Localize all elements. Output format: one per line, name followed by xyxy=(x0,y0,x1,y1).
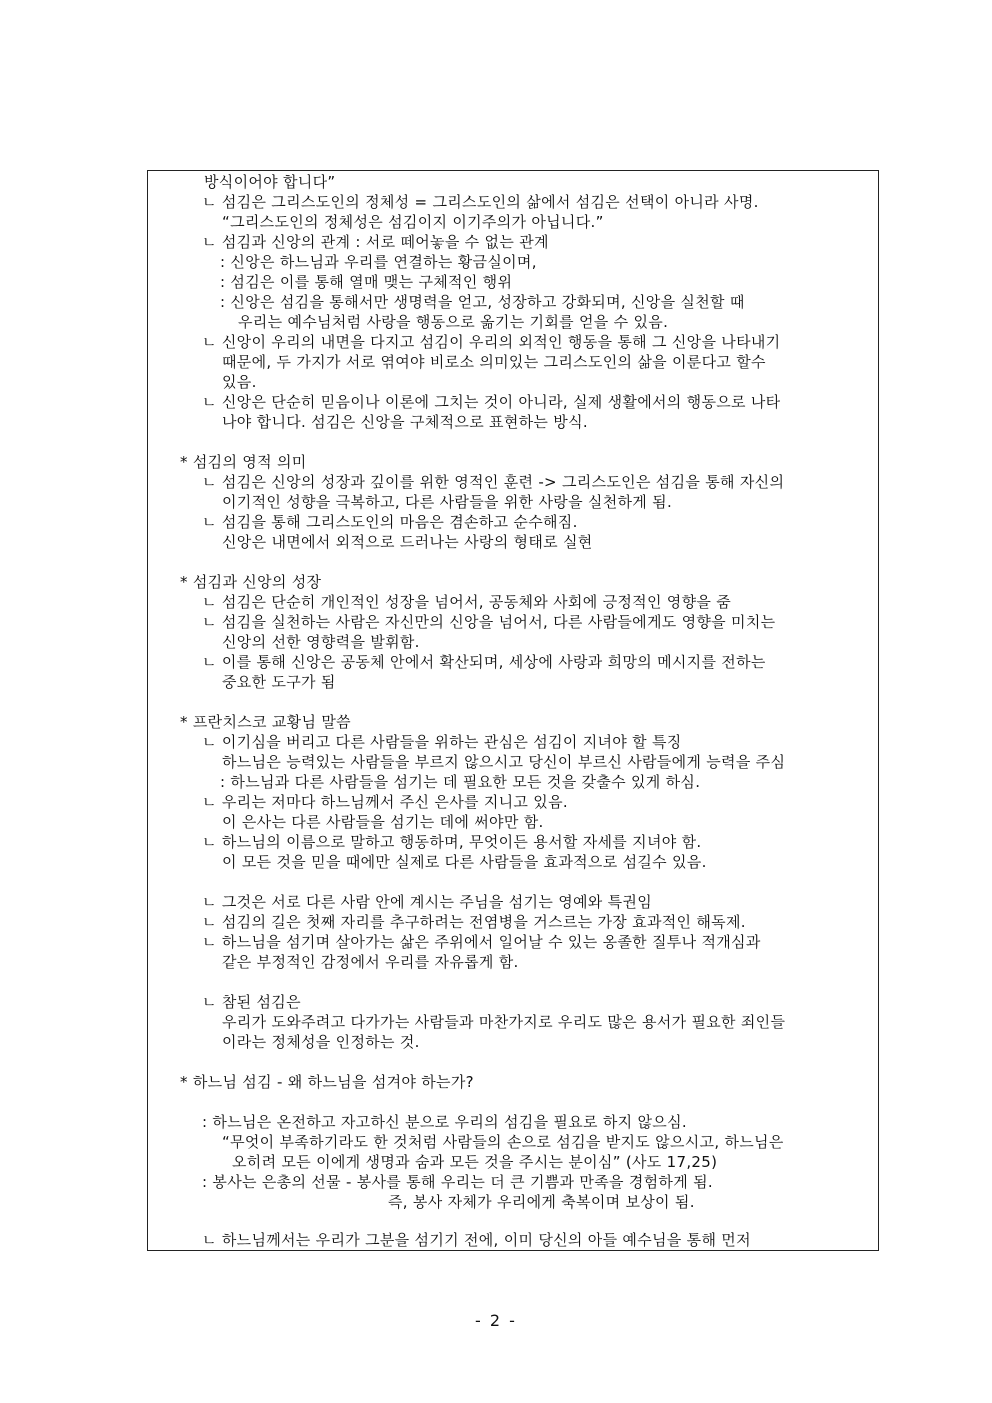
text-line: ㄴ 섬김의 길은 첫째 자리를 추구하려는 전염병을 거스르는 가장 효과적인 해독제. xyxy=(202,913,746,931)
text-line: “그리스도인의 정체성은 섬김이지 이기주의가 아닙니다.” xyxy=(222,213,604,231)
text-line: : 하느님은 온전하고 자고하신 분으로 우리의 섬김을 필요로 하지 않으심. xyxy=(202,1113,687,1131)
text-line: : 섬김은 이를 통해 열매 맺는 구체적인 행위 xyxy=(220,273,513,291)
text-line: 이 은사는 다른 사람들을 섬기는 데에 써야만 함. xyxy=(222,813,544,831)
text-line: 이라는 정체성을 인정하는 것. xyxy=(222,1033,420,1051)
text-line: ㄴ 신앙은 단순히 믿음이나 이론에 그치는 것이 아니라, 실제 생활에서의 행동으로 나타 xyxy=(202,393,781,411)
text-line: 신앙의 선한 영향력을 발휘함. xyxy=(222,633,420,651)
text-line: ㄴ 섬김은 단순히 개인적인 성장을 넘어서, 공동체와 사회에 긍정적인 영향을 줌 xyxy=(202,593,732,611)
section-heading: * 하느님 섬김 - 왜 하느님을 섬겨야 하는가? xyxy=(180,1073,474,1091)
text-line: ㄴ 섬김을 실천하는 사람은 자신만의 신앙을 넘어서, 다른 사람들에게도 영향을 미치는 xyxy=(202,613,776,631)
text-line: “무엇이 부족하기라도 한 것처럼 사람들의 손으로 섬김을 받지도 않으시고, 하느님은 xyxy=(222,1133,784,1151)
text-line: ㄴ 하느님께서는 우리가 그분을 섬기기 전에, 이미 당신의 아들 예수님을 통해 먼저 xyxy=(202,1231,751,1249)
section-heading: * 프란치스코 교황님 말씀 xyxy=(180,713,351,731)
text-line: 있음. xyxy=(222,373,257,391)
text-line: 이기적인 성향을 극복하고, 다른 사람들을 위한 사랑을 실천하게 됨. xyxy=(222,493,673,511)
text-line: : 봉사는 은총의 선물 - 봉사를 통해 우리는 더 큰 기쁨과 만족을 경험하게 됨. xyxy=(202,1173,713,1191)
text-line: 즉, 봉사 자체가 우리에게 축복이며 보상이 됨. xyxy=(388,1193,695,1211)
text-line: : 신앙은 하느님과 우리를 연결하는 황금실이며, xyxy=(220,253,537,271)
text-line: ㄴ 신앙이 우리의 내면을 다지고 섬김이 우리의 외적인 행동을 통해 그 신앙을 나타내기 xyxy=(202,333,781,351)
text-line: ㄴ 이기심을 버리고 다른 사람들을 위하는 관심은 섬김이 지녀야 할 특징 xyxy=(202,733,682,751)
text-line: 나야 합니다. 섬김은 신앙을 구체적으로 표현하는 방식. xyxy=(222,413,588,431)
text-line: 중요한 도구가 됨 xyxy=(222,673,336,691)
text-line: 신앙은 내면에서 외적으로 드러나는 사랑의 형태로 실현 xyxy=(222,533,593,551)
text-line: 우리는 예수님처럼 사랑을 행동으로 옮기는 기회를 얻을 수 있음. xyxy=(238,313,669,331)
section-heading: * 섬김의 영적 의미 xyxy=(180,453,307,471)
section-heading: * 섬김과 신앙의 성장 xyxy=(180,573,322,591)
text-line: ㄴ 섬김은 신앙의 성장과 깊이를 위한 영적인 훈련 -> 그리스도인은 섬김을 통해 자신의 xyxy=(202,473,785,491)
text-line: ㄴ 하느님을 섬기며 살아가는 삶은 주위에서 일어날 수 있는 옹졸한 질투나 적개심과 xyxy=(202,933,761,951)
text-line: ㄴ 그것은 서로 다른 사람 안에 계시는 주님을 섬기는 영예와 특권임 xyxy=(202,893,653,911)
content-box xyxy=(147,170,879,1251)
text-line: ㄴ 섬김과 신앙의 관계 : 서로 떼어놓을 수 없는 관계 xyxy=(202,233,549,251)
text-line: 오히려 모든 이에게 생명과 숨과 모든 것을 주시는 분이심” (사도 17,25) xyxy=(232,1153,718,1171)
text-line: ㄴ 하느님의 이름으로 말하고 행동하며, 무엇이든 용서할 자세를 지녀야 함. xyxy=(202,833,702,851)
text-line: ㄴ 우리는 저마다 하느님께서 주신 은사를 지니고 있음. xyxy=(202,793,568,811)
text-line: 하느님은 능력있는 사람들을 부르지 않으시고 당신이 부르신 사람들에게 능력을 주심 xyxy=(222,753,786,771)
text-line: 우리가 도와주려고 다가가는 사람들과 마찬가지로 우리도 많은 용서가 필요한 죄인들 xyxy=(222,1013,786,1031)
text-line: : 하느님과 다른 사람들을 섬기는 데 필요한 모든 것을 갖출수 있게 하심. xyxy=(220,773,701,791)
text-line: ㄴ 이를 통해 신앙은 공동체 안에서 확산되며, 세상에 사랑과 희망의 메시지를 전하는 xyxy=(202,653,766,671)
page-number: - 2 - xyxy=(475,1311,517,1330)
text-line: ㄴ 섬김은 그리스도인의 정체성 = 그리스도인의 삶에서 섬김은 선택이 아니라 사명. xyxy=(202,193,759,211)
text-line: 때문에, 두 가지가 서로 엮여야 비로소 의미있는 그리스도인의 삶을 이룬다고 할수 xyxy=(222,353,766,371)
text-line: ㄴ 참된 섬김은 xyxy=(202,993,301,1011)
text-line: 방식이어야 합니다” xyxy=(204,173,336,191)
text-line: ㄴ 섬김을 통해 그리스도인의 마음은 겸손하고 순수해짐. xyxy=(202,513,578,531)
text-line: 이 모든 것을 믿을 때에만 실제로 다른 사람들을 효과적으로 섬길수 있음. xyxy=(222,853,707,871)
text-line: 같은 부정적인 감정에서 우리를 자유롭게 함. xyxy=(222,953,519,971)
text-line: : 신앙은 섬김을 통해서만 생명력을 얻고, 성장하고 강화되며, 신앙을 실천할 때 xyxy=(220,293,745,311)
